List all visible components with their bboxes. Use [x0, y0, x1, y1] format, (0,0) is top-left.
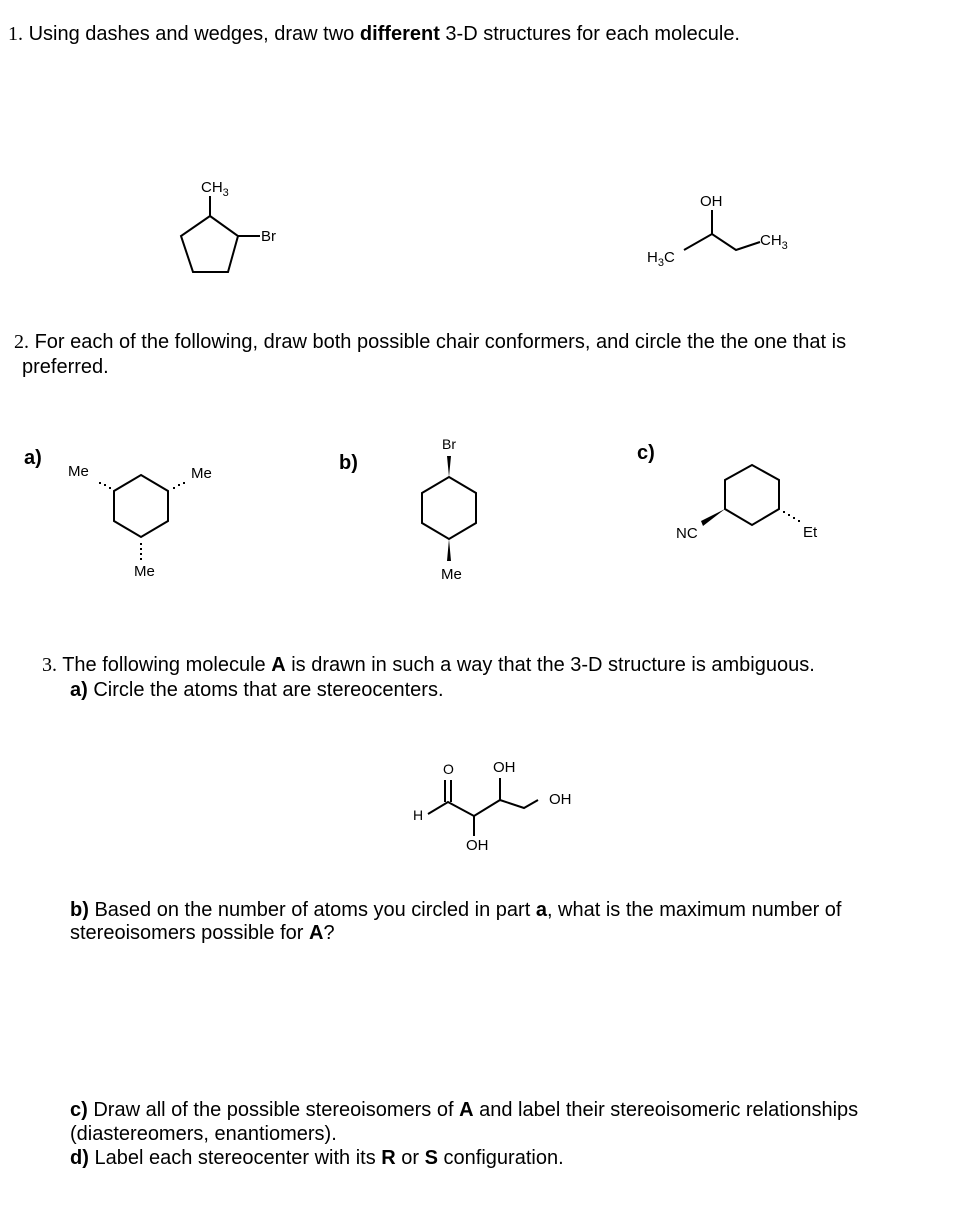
q3-molecule-a	[428, 778, 538, 836]
q2-prompt-line1: 2. For each of the following, draw both possible chair conformers, and circle the the one that is	[14, 331, 847, 353]
q2c-hashed-bond-et	[783, 511, 800, 522]
q3-prompt: 3. The following molecule A is drawn in such a way that the 3-D structure is ambiguous.	[42, 654, 815, 676]
q2-number: 2.	[14, 331, 29, 353]
q3-part-c-line1: c) Draw all of the possible stereoisomers of A and label their stereoisomeric relationships	[70, 1099, 859, 1121]
q3-part-b-line2: stereoisomers possible for A?	[70, 922, 335, 944]
q3-chain	[428, 800, 538, 816]
q3-h-label: H	[413, 807, 424, 823]
q2c-wedge-nc	[701, 509, 725, 526]
mol1-ch3-label: $CH_3$	[201, 179, 229, 199]
q2a-me-right-label: Me	[191, 465, 212, 482]
q3-oh-right-label: OH	[549, 791, 572, 808]
q2c-nc-label: NC	[676, 525, 698, 542]
cyclopentane-ring	[181, 216, 238, 272]
q1-butanol-molecule	[684, 210, 760, 250]
q3-part-b-line1: b) Based on the number of atoms you circled in part a, what is the maximum number of	[70, 899, 842, 921]
q2b-wedge-bottom	[447, 539, 451, 561]
q3-oh-bottom-label: OH	[466, 837, 489, 854]
q2c-et-label: Et	[803, 524, 818, 541]
q3-number: 3.	[42, 654, 57, 676]
mol2-oh-label: OH	[700, 193, 723, 210]
q2c-ring	[725, 465, 779, 525]
q2a-me-left-label: Me	[68, 463, 89, 480]
mol2-ch3-label: $CH_3$	[760, 232, 788, 252]
q2a-hashed-bond-left	[99, 482, 111, 489]
q2a-hashed-bond-bottom	[140, 543, 142, 560]
q2b-cyclohexane-molecule	[422, 477, 476, 539]
q2a-hashed-bond-right	[173, 482, 185, 489]
q2-part-b-label: b)	[339, 452, 358, 474]
butanol-chain	[684, 234, 760, 250]
q3-o-label: O	[443, 761, 454, 777]
q2-part-a-label: a)	[24, 447, 42, 469]
q2c-cyclohexane-molecule	[725, 465, 779, 525]
mol2-h3c-label: $H_3C$	[647, 249, 675, 269]
q3-part-c-line2: (diastereomers, enantiomers).	[70, 1123, 337, 1145]
q2-prompt-line2: preferred.	[22, 356, 109, 378]
q1-number: 1.	[8, 23, 23, 45]
mol1-br-label: Br	[261, 228, 276, 245]
q3-part-d: d) Label each stereocenter with its R or S configuration.	[70, 1147, 564, 1169]
q2b-ring	[422, 477, 476, 539]
q1-cyclopentane-molecule	[181, 196, 260, 272]
q2b-me-label: Me	[441, 566, 462, 583]
q2-part-c-label: c)	[637, 442, 655, 464]
q1-prompt: 1. Using dashes and wedges, draw two different 3-D structures for each molecule.	[8, 23, 740, 45]
q2b-br-label: Br	[442, 436, 456, 452]
q3-part-a: a) Circle the atoms that are stereocenters.	[70, 679, 444, 701]
q2a-cyclohexane-molecule	[114, 475, 168, 537]
q2b-wedge-top	[447, 456, 451, 477]
q2a-ring	[114, 475, 168, 537]
q2a-me-bottom-label: Me	[134, 563, 155, 580]
q3-oh-top-label: OH	[493, 759, 516, 776]
